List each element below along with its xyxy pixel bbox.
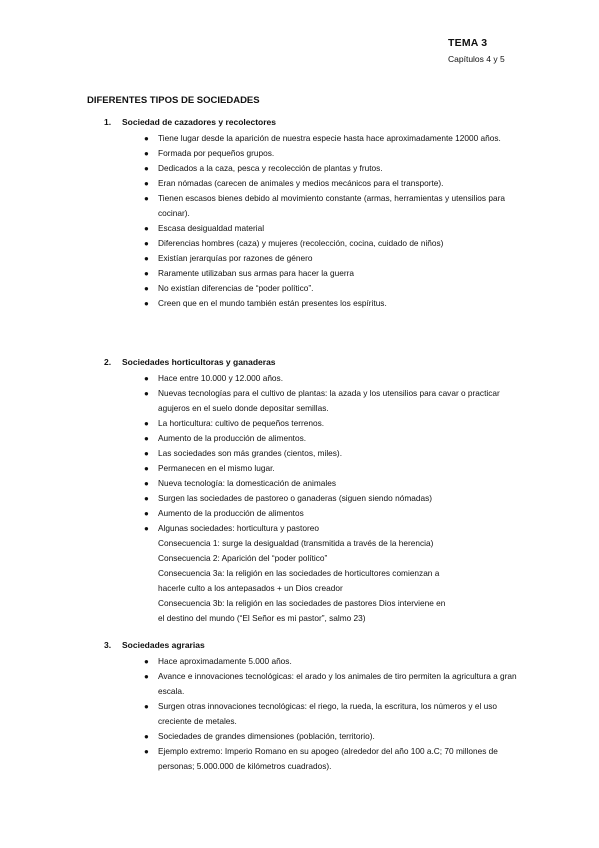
list-item <box>104 161 524 176</box>
list-item-text: Aumento de la producción de alimentos. <box>158 433 307 443</box>
list-item <box>104 251 524 266</box>
list-item <box>104 744 524 774</box>
page-header <box>448 37 505 64</box>
consequence-line: el destino del mundo (“El Señor es mi pastor”, salmo 23) <box>158 613 366 623</box>
list-item <box>104 386 524 416</box>
capitulos-label: Capítulos 4 y 5 <box>448 54 505 64</box>
list-item <box>104 266 524 281</box>
consequence-line: hacerle culto a los antepasados + un Dios creador <box>158 583 343 593</box>
bullet-list <box>104 371 524 536</box>
list-item-text: Eran nómadas (carecen de animales y medios mecánicos para el transporte). <box>158 178 444 188</box>
list-item <box>104 654 524 669</box>
list-item-text: Raramente utilizaban sus armas para hacer la guerra <box>158 268 354 278</box>
bullet-icon: ● <box>144 732 149 741</box>
bullet-list <box>104 654 524 774</box>
consequence-line: Consecuencia 2: Aparición del “poder político” <box>158 553 328 563</box>
list-item <box>104 476 524 491</box>
list-item-text: La horticultura: cultivo de pequeños terrenos. <box>158 418 325 428</box>
list-item <box>104 669 524 699</box>
list-item-text: Aumento de la producción de alimentos <box>158 508 304 518</box>
list-item-text: Surgen las sociedades de pastoreo o ganaderas (siguen siendo nómadas) <box>158 493 432 503</box>
section-heading <box>104 117 524 131</box>
tema-label: TEMA 3 <box>448 37 488 49</box>
list-item-text: Tiene lugar desde la aparición de nuestra especie hasta hace aproximadamente 12000 años. <box>158 133 501 143</box>
bullet-icon: ● <box>144 239 149 248</box>
list-item-text: Permanecen en el mismo lugar. <box>158 463 275 473</box>
section-cazadores <box>104 117 524 311</box>
list-item-text: Nuevas tecnologías para el cultivo de plantas: la azada y los utensilios para cavar o practicar agujeros en el suelo donde depositar semillas. <box>158 388 500 413</box>
bullet-icon: ● <box>144 134 149 143</box>
bullet-icon: ● <box>144 434 149 443</box>
bullet-icon: ● <box>144 494 149 503</box>
bullet-icon: ● <box>144 254 149 263</box>
list-item-text: Avance e innovaciones tecnológicas: el arado y los animales de tiro permiten la agricultura a gran escala. <box>158 671 517 696</box>
bullet-icon: ● <box>144 657 149 666</box>
bullet-icon: ● <box>144 747 149 756</box>
bullet-icon: ● <box>144 194 149 203</box>
list-item <box>104 699 524 729</box>
section-number: 3. <box>104 640 112 650</box>
list-item-text: Hace entre 10.000 y 12.000 años. <box>158 373 284 383</box>
bullet-icon: ● <box>144 389 149 398</box>
bullet-icon: ● <box>144 179 149 188</box>
list-item <box>104 176 524 191</box>
list-item <box>104 446 524 461</box>
list-item <box>104 371 524 386</box>
bullet-icon: ● <box>144 299 149 308</box>
bullet-list <box>104 131 524 311</box>
section-heading-text: Sociedad de cazadores y recolectores <box>122 117 277 127</box>
list-item-text: Las sociedades son más grandes (cientos, miles). <box>158 448 343 458</box>
section-number: 2. <box>104 357 112 367</box>
section-heading-text: Sociedades horticultoras y ganaderas <box>122 357 276 367</box>
section-agrarias <box>104 640 524 774</box>
bullet-icon: ● <box>144 269 149 278</box>
list-item-text: Tienen escasos bienes debido al movimiento constante (armas, herramientas y utensilios para cocinar). <box>158 193 505 218</box>
bullet-icon: ● <box>144 509 149 518</box>
list-item-text: Algunas sociedades: horticultura y pastoreo <box>158 523 319 533</box>
list-item-text: Sociedades de grandes dimensiones (población, territorio). <box>158 731 375 741</box>
list-item <box>104 146 524 161</box>
bullet-icon: ● <box>144 479 149 488</box>
section-number: 1. <box>104 117 112 127</box>
list-item-text: Dedicados a la caza, pesca y recolección de plantas y frutos. <box>158 163 383 173</box>
bullet-icon: ● <box>144 224 149 233</box>
list-item <box>104 506 524 521</box>
list-item-text: Surgen otras innovaciones tecnológicas: el riego, la rueda, la escritura, los números y el uso creciente de metales. <box>158 701 497 726</box>
bullet-icon: ● <box>144 464 149 473</box>
list-item-text: Creen que en el mundo también están presentes los espíritus. <box>158 298 387 308</box>
list-item <box>104 461 524 476</box>
bullet-icon: ● <box>144 284 149 293</box>
list-item <box>104 236 524 251</box>
list-item <box>104 296 524 311</box>
list-item <box>104 729 524 744</box>
consequence-line: Consecuencia 3b: la religión en las sociedades de pastores Dios interviene en <box>158 598 446 608</box>
list-item <box>104 521 524 536</box>
list-item <box>104 131 524 146</box>
bullet-icon: ● <box>144 524 149 533</box>
list-item <box>104 191 524 221</box>
bullet-icon: ● <box>144 672 149 681</box>
list-item-text: No existían diferencias de “poder político”. <box>158 283 314 293</box>
list-item-text: Escasa desigualdad material <box>158 223 265 233</box>
bullet-icon: ● <box>144 374 149 383</box>
list-item <box>104 491 524 506</box>
section-horticultoras <box>104 357 524 626</box>
bullet-icon: ● <box>144 164 149 173</box>
list-item-text: Nueva tecnología: la domesticación de animales <box>158 478 337 488</box>
bullet-icon: ● <box>144 149 149 158</box>
list-item-text: Formada por pequeños grupos. <box>158 148 275 158</box>
list-item <box>104 416 524 431</box>
section-heading <box>104 640 524 654</box>
bullet-icon: ● <box>144 702 149 711</box>
section-heading-text: Sociedades agrarias <box>122 640 205 650</box>
list-item-text: Hace aproximadamente 5.000 años. <box>158 656 292 666</box>
consequence-line: Consecuencia 1: surge la desigualdad (transmitida a través de la herencia) <box>158 538 434 548</box>
list-item <box>104 221 524 236</box>
list-item-text: Diferencias hombres (caza) y mujeres (recolección, cocina, cuidado de niños) <box>158 238 444 248</box>
bullet-icon: ● <box>144 449 149 458</box>
list-item <box>104 431 524 446</box>
list-item-text: Ejemplo extremo: Imperio Romano en su apogeo (alrededor del año 100 a.C; 70 millones de personas; 5.000.000 de kilómetros cuadrados). <box>158 746 498 771</box>
bullet-icon: ● <box>144 419 149 428</box>
document-title: DIFERENTES TIPOS DE SOCIEDADES <box>87 95 260 106</box>
list-item-text: Existían jerarquías por razones de género <box>158 253 313 263</box>
section-heading <box>104 357 524 371</box>
consequence-line: Consecuencia 3a: la religión en las sociedades de horticultores comienzan a <box>158 568 440 578</box>
list-item <box>104 281 524 296</box>
